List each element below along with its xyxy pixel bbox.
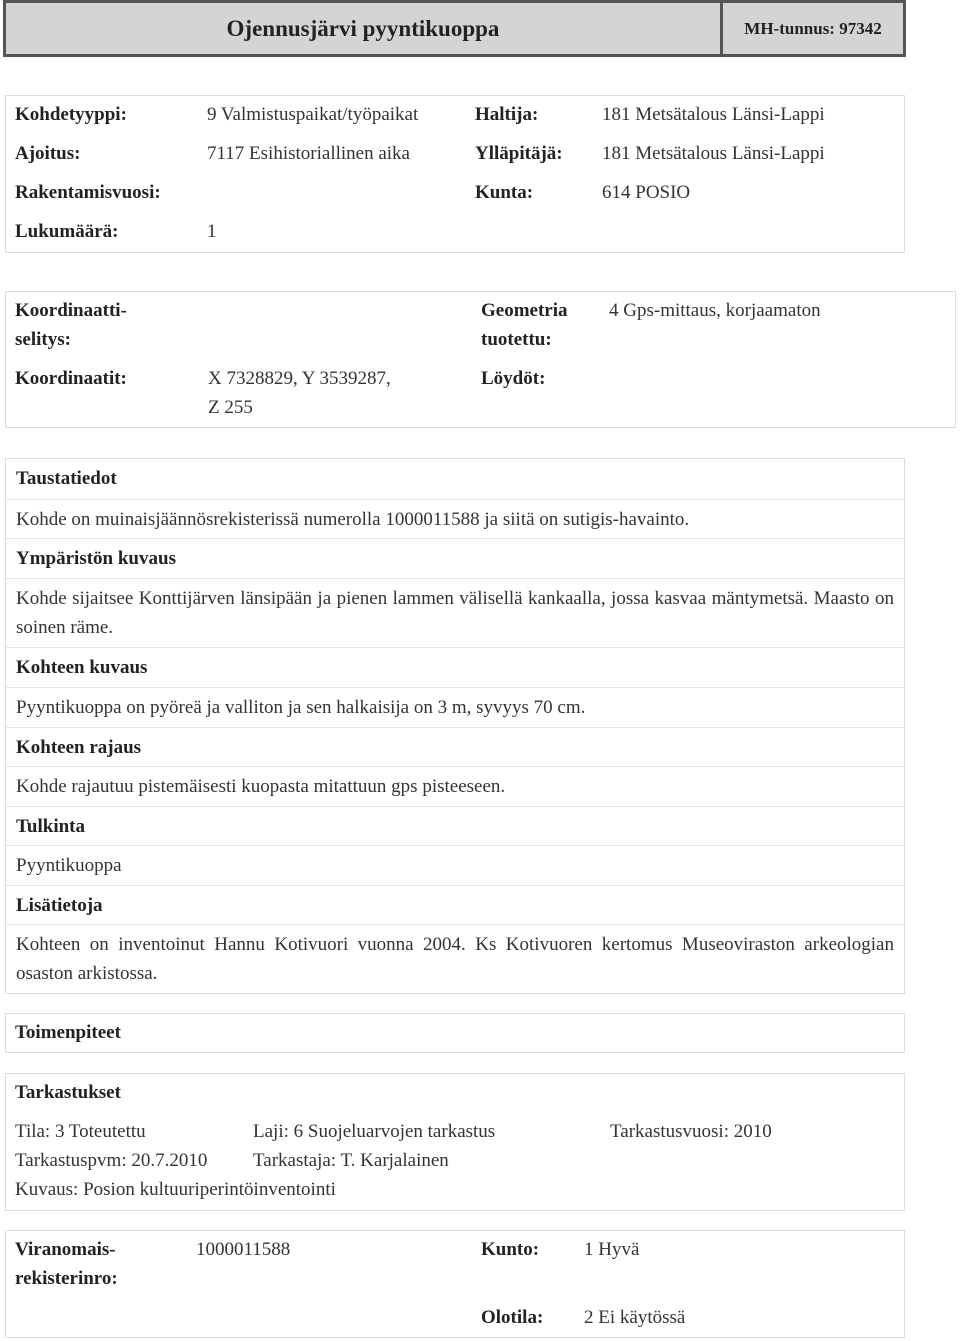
kunta-value: 614 POSIO: [602, 182, 691, 203]
koordinaatit-label: Koordinaatit:: [15, 368, 127, 389]
kohteen-kuvaus-text: Pyyntikuoppa on pyöreä ja valliton ja sen halkaisija on 3 m, syvyys 70 cm.: [6, 687, 904, 722]
document-header: [3, 0, 906, 57]
tarkastus-vuosi: Tarkastusvuosi: 2010: [610, 1121, 772, 1142]
tulkinta-heading: Tulkinta: [6, 806, 904, 841]
yllapitaja-value: 181 Metsätalous Länsi-Lappi: [602, 143, 825, 164]
mh-id: MH-tunnus: 97342: [744, 18, 882, 38]
tarkastukset-heading: Tarkastukset: [15, 1082, 121, 1103]
kohdetyyppi-label: Kohdetyyppi:: [15, 104, 127, 125]
toimenpiteet-heading: Toimenpiteet: [15, 1022, 121, 1043]
geometria-label-1: Geometria: [481, 300, 568, 321]
lisatietoja-heading: Lisätietoja: [6, 885, 904, 920]
olotila-value: 2 Ei käytössä: [584, 1307, 686, 1328]
tarkastaja: Tarkastaja: T. Karjalainen: [253, 1150, 449, 1171]
viranomaisrekisterinro-value: 1000011588: [196, 1239, 291, 1260]
kohdetyyppi-value: 9 Valmistuspaikat/työpaikat: [207, 104, 419, 125]
ymparisto-text: Kohde sijaitsee Konttijärven länsipään ja pienen lammen välisellä kankaalla, jossa kasvaa mäntymetsä. Maasto on soinen räme.: [6, 578, 904, 642]
taustatiedot-heading: Taustatiedot: [16, 468, 117, 489]
kunto-label: Kunto:: [481, 1239, 540, 1260]
koordinaattiselitys-label-1: Koordinaatti-: [15, 300, 127, 321]
coordinates-panel: [5, 291, 956, 428]
loydot-label: Löydöt:: [481, 368, 546, 389]
tulkinta-text: Pyyntikuoppa: [6, 845, 904, 880]
ymparisto-heading: Ympäristön kuvaus: [6, 538, 904, 573]
tarkastus-kuvaus: Kuvaus: Posion kultuuriperintöinventointi: [15, 1179, 336, 1200]
page-title: Ojennusjärvi pyyntikuoppa: [226, 15, 500, 41]
koordinaatit-value-1: X 7328829, Y 3539287,: [208, 368, 391, 389]
tarkastus-pvm: Tarkastuspvm: 20.7.2010: [15, 1150, 208, 1171]
viranomaisrekisterinro-label-2: rekisterinro:: [15, 1268, 118, 1289]
haltija-value: 181 Metsätalous Länsi-Lappi: [602, 104, 825, 125]
lisatietoja-text: Kohteen on inventoinut Hannu Kotivuori vuonna 2004. Ks Kotivuoren kertomus Museoviraston arkeologian osaston arkistossa.: [6, 924, 904, 988]
geometria-label-2: tuotettu:: [481, 329, 552, 350]
kunto-value: 1 Hyvä: [584, 1239, 640, 1260]
id-box: [720, 0, 906, 57]
kohteen-rajaus-heading: Kohteen rajaus: [6, 727, 904, 762]
ajoitus-value: 7117 Esihistoriallinen aika: [207, 143, 410, 164]
geometria-value: 4 Gps-mittaus, korjaamaton: [609, 300, 821, 321]
registry-panel: [5, 1230, 905, 1338]
haltija-label: Haltija:: [475, 104, 539, 125]
kohteen-kuvaus-heading: Kohteen kuvaus: [6, 647, 904, 682]
title-box: [3, 0, 720, 57]
koordinaattiselitys-label-2: selitys:: [15, 329, 71, 350]
kunta-label: Kunta:: [475, 182, 534, 203]
toimenpiteet-panel: [5, 1013, 905, 1053]
viranomaisrekisterinro-label-1: Viranomais-: [15, 1239, 116, 1260]
rakentamisvuosi-label: Rakentamisvuosi:: [15, 182, 161, 203]
tarkastus-laji: Laji: 6 Suojeluarvojen tarkastus: [253, 1121, 496, 1142]
taustatiedot-text: Kohde on muinaisjäännösrekisterissä numerolla 1000011588 ja siitä on sutigis-havainto.: [6, 499, 904, 534]
tarkastukset-panel: [5, 1073, 905, 1211]
info-panel: [5, 95, 905, 253]
olotila-label: Olotila:: [481, 1307, 544, 1328]
koordinaatit-value-2: Z 255: [208, 397, 253, 418]
tarkastus-tila: Tila: 3 Toteutettu: [15, 1121, 146, 1142]
description-panel: [5, 458, 905, 994]
lukumaara-value: 1: [207, 221, 217, 242]
lukumaara-label: Lukumäärä:: [15, 221, 119, 242]
kohteen-rajaus-text: Kohde rajautuu pistemäisesti kuopasta mitattuun gps pisteeseen.: [6, 766, 904, 801]
ajoitus-label: Ajoitus:: [15, 143, 81, 164]
yllapitaja-label: Ylläpitäjä:: [475, 143, 563, 164]
